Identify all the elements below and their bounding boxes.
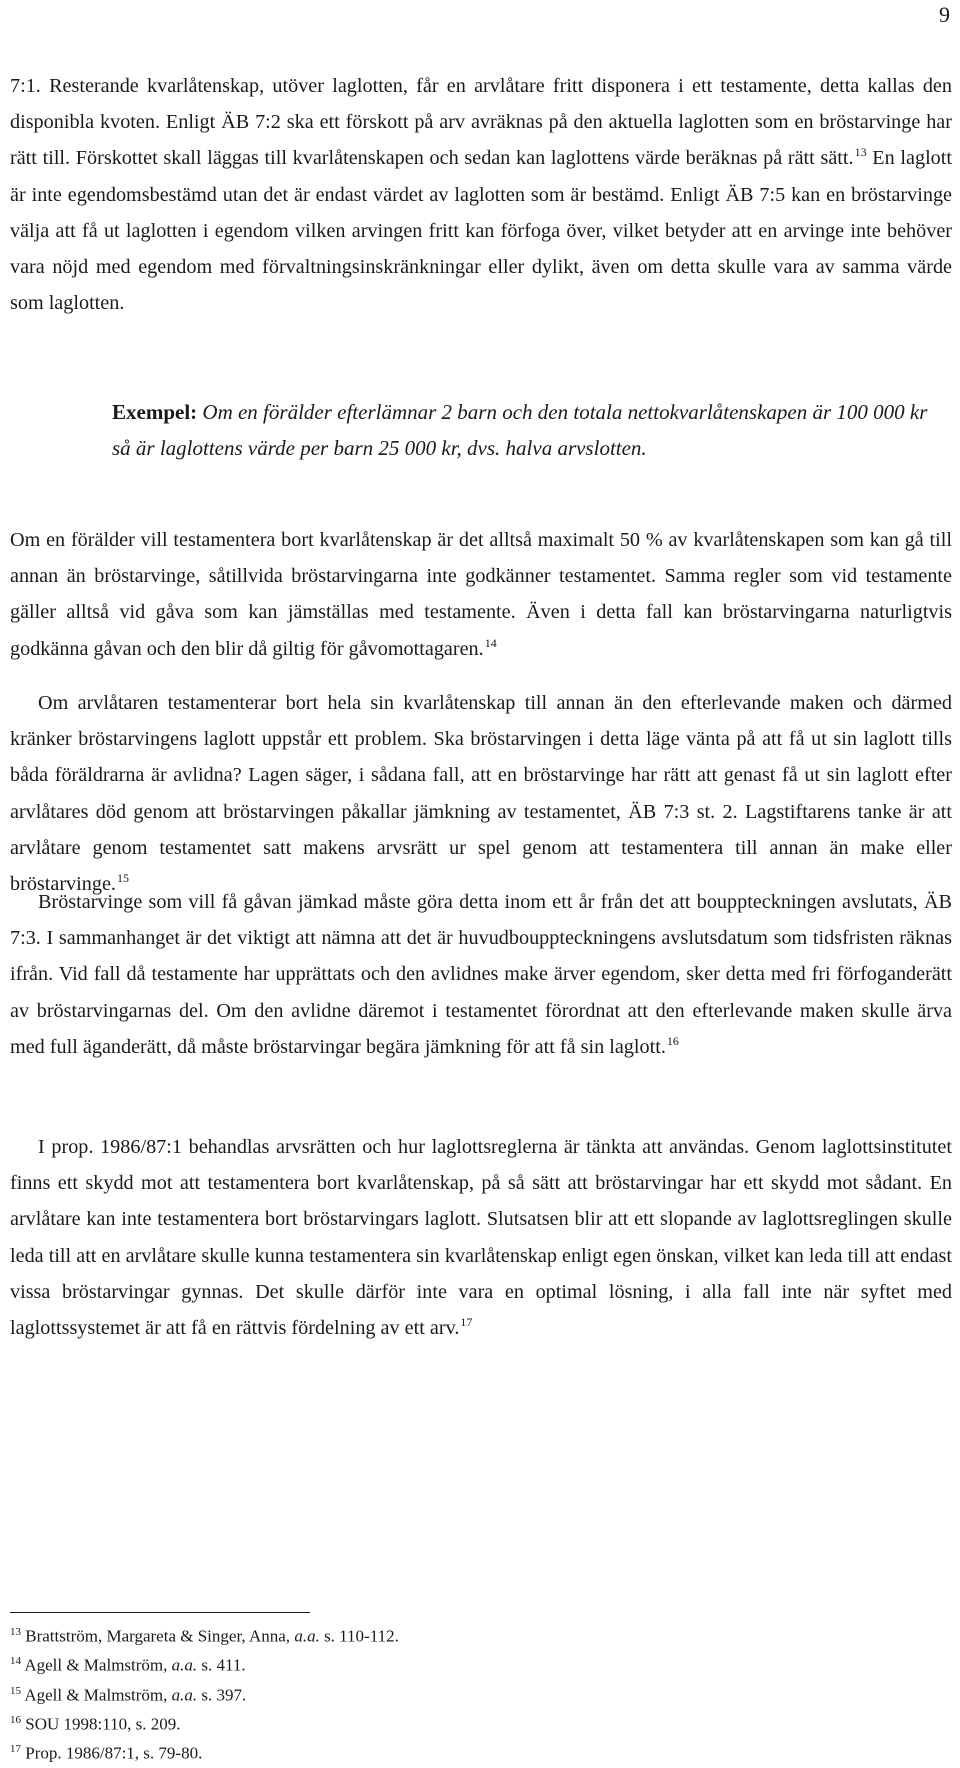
paragraph-text: Om en förälder vill testamentera bort kvarlåtenskap är det alltså maximalt 50 % av kvarlåtenskapen som kan gå till annan än bröstarvinge, såtillvida bröstarvingarna inte godkänner testamentet. Samma regler som vid testamente gäller alltså vid gåva som kan jämställas med testamente. Även i detta fall kan bröstarvingarna naturligtvis godkänna gåvan och den blir då giltig för gåvomottagaren. bbox=[10, 529, 952, 660]
page-number: 9 bbox=[939, 2, 950, 27]
paragraph-disponibla-kvoten bbox=[10, 68, 952, 321]
paragraph-text: Om arvlåtaren testamenterar bort hela sin kvarlåtenskap till annan än den efterlevande maken och därmed kränker bröstarvingens laglott uppstår ett problem. Ska bröstarvingen i detta läge vänta på att få ut sin laglott tills båda föräldrarna är avlidna? Lagen säger, i sådana fall, att en bröstarvinge har rätt att genast få ut sin laglott efter arvlåtares död genom att bröstarvingen påkallar jämkning av testamentet, ÄB 7:3 st. 2. Lagstiftarens tanke är att arvlåtare genom testamentet satt makens arvsrätt ur spel genom att testamentera till annan än make eller bröstarvinge. bbox=[10, 692, 952, 896]
footnote-divider bbox=[10, 1612, 310, 1613]
footnote-17 bbox=[10, 1737, 950, 1766]
footnote-ref-17[interactable]: 17 bbox=[460, 1315, 473, 1330]
footnote-16 bbox=[10, 1708, 950, 1737]
footnote-ref-16[interactable]: 16 bbox=[666, 1033, 679, 1048]
paragraph-testamentera-bort bbox=[10, 522, 952, 667]
footnote-number: 13 bbox=[10, 1626, 21, 1638]
example-label: Exempel: bbox=[112, 400, 198, 424]
example-block bbox=[112, 394, 946, 466]
paragraph-text: 7:1. Resterande kvarlåtenskap, utöver laglotten, får en arvlåtare fritt disponera i ett testamente, detta kallas den disponibla kvoten. Enligt ÄB 7:2 ska ett förskott på arv avräknas på den aktuella laglotten som en bröstarvinge har rätt till. Förskottet skall läggas till kvarlåtenskapen och sedan kan laglottens värde beräknas på rätt sätt. bbox=[10, 75, 952, 170]
footnote-number: 17 bbox=[10, 1743, 21, 1755]
footnote-number: 15 bbox=[10, 1684, 21, 1697]
footnote-number: 16 bbox=[10, 1713, 21, 1726]
footnote-ref-15[interactable]: 15 bbox=[116, 871, 129, 886]
paragraph-tidsfrist bbox=[10, 884, 952, 1065]
footnote-italic: a.a. bbox=[171, 1655, 198, 1675]
footnote-13 bbox=[10, 1620, 950, 1649]
example-text: Om en förälder efterlämnar 2 barn och den totala nettokvarlåtenskapen är 100 000 kr så är laglottens värde per barn 25 000 kr, dvs. halva arvslotten. bbox=[112, 400, 928, 461]
paragraph-text: I prop. 1986/87:1 behandlas arvsrätten och hur laglottsreglerna är tänkta att användas. Genom laglottsinstitutet finns ett skydd mot att testamentera bort kvarlåtenskap, på så sätt att bröstarvingar har ett skydd mot sådant. En arvlåtare kan inte testamentera bort bröstarvingars laglott. Slutsatsen blir att ett slopande av laglottsreglingen skulle leda till att en arvlåtare skulle kunna testamentera sin kvarlåtenskap enligt egen önskan, vilket kan leda till att endast vissa bröstarvingar gynnas. Det skulle därför inte vara en optimal lösning, i alla fall inte när syftet med laglottssystemet är att få en rättvis fördelning av ett arv. bbox=[10, 1136, 952, 1340]
footnote-text: Agell & Malmström, bbox=[24, 1655, 172, 1675]
paragraph-text: En laglott är inte egendomsbestämd utan det är endast värdet av laglotten som är bestämd. Enligt ÄB 7:5 kan en bröstarvinge välja att få ut laglotten i egendom vilken arvingen fritt kan förfoga över, vilket betyder att en arvinge inte behöver vara nöjd med egendom med förvaltningsinskränkningar eller dylikt, även om detta skulle vara av samma värde som laglotten. bbox=[10, 147, 952, 315]
footnote-ref-13[interactable]: 13 bbox=[854, 145, 867, 160]
paragraph-prop-1986 bbox=[10, 1129, 952, 1346]
footnote-text: SOU 1998:110, s. 209. bbox=[25, 1714, 181, 1734]
footnote-14 bbox=[10, 1649, 950, 1678]
footnote-text: s. 411. bbox=[197, 1655, 246, 1675]
footnote-ref-14[interactable]: 14 bbox=[484, 635, 497, 650]
footnote-text: Prop. 1986/87:1, s. 79-80. bbox=[25, 1743, 203, 1763]
footnote-italic: a.a. bbox=[294, 1626, 320, 1646]
footnotes bbox=[10, 1620, 950, 1766]
footnote-text: Brattström, Margareta & Singer, Anna, bbox=[25, 1626, 295, 1646]
footnote-text: s. 397. bbox=[197, 1685, 247, 1705]
footnote-number: 14 bbox=[10, 1655, 21, 1668]
paragraph-text: Bröstarvinge som vill få gåvan jämkad måste göra detta inom ett år från det att bouppteckningen avslutats, ÄB 7:3. I sammanhanget är det viktigt att nämna att det är huvudbouppteckningens avslutsdatum som tidsfristen räknas ifrån. Vid fall då testamente har upprättats och den avlidnes make ärver egendom, sker detta med fri förfoganderätt av bröstarvingarnas del. Om den avlidne däremot i testamentet förordnat att den efterlevande maken skulle ärva med full äganderätt, då måste bröstarvingar begära jämkning för att få sin laglott. bbox=[10, 891, 952, 1058]
footnote-text: s. 110-112. bbox=[319, 1626, 399, 1646]
footnote-15 bbox=[10, 1679, 950, 1708]
footnote-italic: a.a. bbox=[171, 1685, 198, 1705]
paragraph-jamkning bbox=[10, 685, 952, 902]
footnote-text: Agell & Malmström, bbox=[24, 1685, 172, 1705]
